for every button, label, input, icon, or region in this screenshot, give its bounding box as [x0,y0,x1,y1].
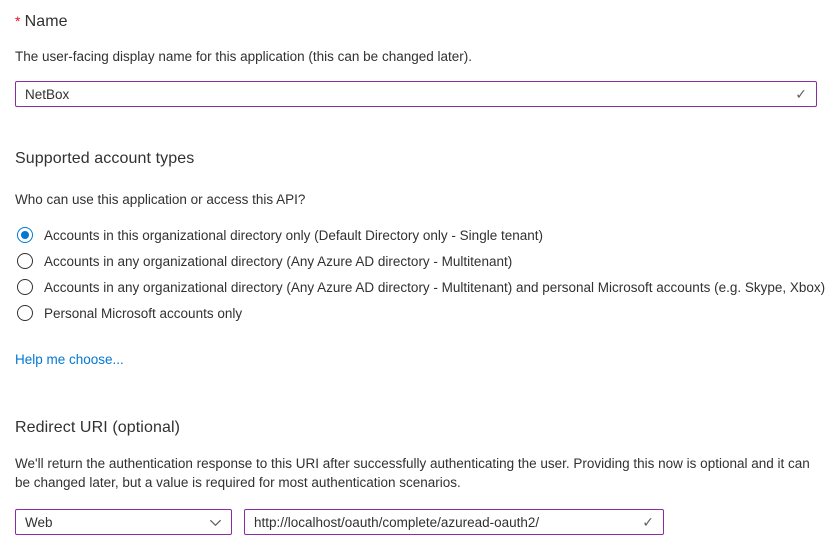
radio-option-label: Personal Microsoft accounts only [44,305,243,321]
uri-valid-check-icon: ✓ [642,514,654,530]
help-me-choose-link[interactable]: Help me choose... [15,352,124,367]
account-types-question: Who can use this application or access this API? [15,192,306,207]
radio-option-multitenant-personal[interactable] [15,274,826,300]
app-name-field-wrapper [15,81,817,107]
account-types-title: Supported account types [15,150,195,167]
radio-option-multitenant[interactable] [15,248,815,274]
chevron-down-icon [208,515,231,530]
platform-selected-value: Web [25,514,53,530]
app-name-input[interactable] [16,82,795,106]
redirect-uri-row [15,509,815,535]
radio-option-label: Accounts in any organizational directory (Any Azure AD directory - Multitenant) and personal Microsoft accounts (e.g. Skype, Xbox) [44,279,826,295]
radio-option-personal-only[interactable] [15,300,815,326]
radio-option-label: Accounts in any organizational directory (Any Azure AD directory - Multitenant) [44,253,513,269]
radio-option-single-tenant[interactable] [15,222,815,248]
radio-button-icon[interactable] [17,279,33,295]
name-valid-check-icon: ✓ [795,86,807,102]
platform-select-dropdown[interactable] [15,509,232,535]
name-section-title [15,13,815,31]
redirect-uri-title: Redirect URI (optional) [15,419,181,436]
required-asterisk: * [15,13,21,29]
account-types-section [15,150,826,369]
name-description: The user-facing display name for this application (this can be changed later). [15,49,472,64]
radio-option-label: Accounts in this organizational directory only (Default Directory only - Single tenant) [44,227,543,243]
radio-button-icon[interactable] [17,227,33,243]
redirect-uri-description: We'll return the authentication response to this URI after successfully authenticating the user. Providing this now is optional and it can be changed later, but a value is required for most authentication scenarios. [15,456,810,490]
name-title-text: Name [24,13,68,30]
redirect-uri-input[interactable] [245,510,642,534]
account-types-radio-group [15,222,826,326]
radio-button-icon[interactable] [17,305,33,321]
redirect-uri-section [15,419,815,535]
radio-button-icon[interactable] [17,253,33,269]
redirect-uri-field-wrapper [244,509,664,535]
